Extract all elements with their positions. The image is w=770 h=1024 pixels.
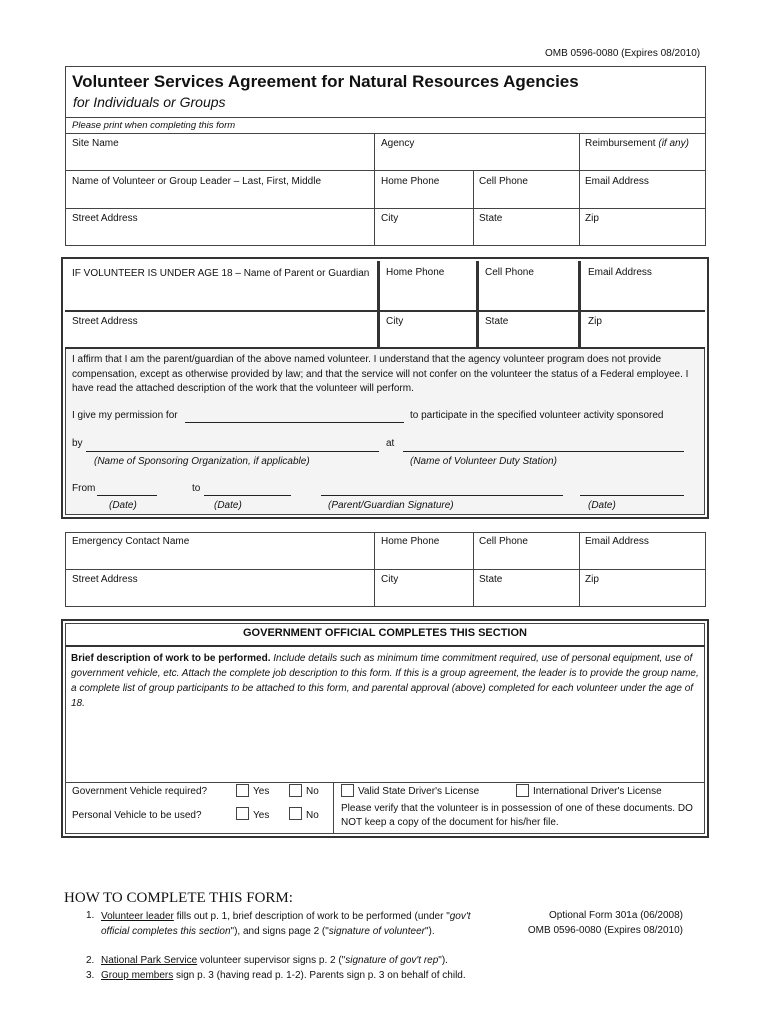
- at-label: at: [386, 438, 395, 449]
- from-label: From: [72, 483, 96, 494]
- emergency-email-field[interactable]: Email Address: [585, 536, 649, 547]
- group-members-link: Group members: [101, 970, 174, 981]
- signature-caption: (Parent/Guardian Signature): [328, 500, 454, 511]
- howto-item1: Volunteer leader fills out p. 1, brief description of work to be performed (under "gov't official completes this section"), and signs page 2 ("signature of volunteer").: [101, 911, 471, 937]
- parent-state-field[interactable]: State: [485, 316, 509, 327]
- city-field[interactable]: City: [381, 213, 399, 224]
- from-date-caption: (Date): [109, 500, 137, 511]
- emergency-home-phone-field[interactable]: Home Phone: [381, 536, 440, 547]
- work-description-field[interactable]: [71, 651, 699, 711]
- parent-street-field[interactable]: Street Address: [72, 316, 138, 327]
- personal-vehicle-yes-checkbox[interactable]: [236, 807, 249, 820]
- omb-header: OMB 0596-0080 (Expires 08/2010): [545, 48, 701, 59]
- signature-date-line[interactable]: [580, 495, 684, 496]
- sponsor-line[interactable]: [86, 451, 379, 452]
- parent-zip-field[interactable]: Zip: [588, 316, 602, 327]
- cell-phone-field[interactable]: Cell Phone: [479, 176, 528, 187]
- brief-text: Include details such as minimum time commitment required, use of personal equipment, use of government vehicle, etc. Attach the complete job description to this form. If this is a group agreement, the leader is to provide the group name, a complete list of group participants to be attached to this form, and parental approval (above) completed for each volunteer under the age of 18.: [71, 653, 699, 709]
- gov-vehicle-label: Government Vehicle required?: [72, 786, 208, 797]
- signature-line[interactable]: [321, 495, 563, 496]
- parent-city-field[interactable]: City: [386, 316, 404, 327]
- street-address-field[interactable]: Street Address: [72, 213, 138, 224]
- by-label: by: [72, 438, 83, 449]
- howto-item2-num: 2.: [86, 955, 95, 966]
- permission-name-line[interactable]: [185, 422, 404, 423]
- gov-vehicle-no-label: No: [306, 786, 319, 797]
- reimbursement-note: (if any): [658, 138, 689, 149]
- valid-license-checkbox[interactable]: [341, 784, 354, 797]
- agency-field[interactable]: Agency: [381, 138, 415, 149]
- footer-omb-label: OMB 0596-0080 (Expires 08/2010): [527, 925, 683, 936]
- form-title: Volunteer Services Agreement for Natural Resources Agencies: [72, 72, 579, 91]
- parent-email-field[interactable]: Email Address: [588, 267, 652, 278]
- valid-license-label: Valid State Driver's License: [358, 786, 480, 797]
- brief-bold: Brief description of work to be performed.: [71, 653, 271, 664]
- from-date-line[interactable]: [97, 495, 157, 496]
- gov-vehicle-no-checkbox[interactable]: [289, 784, 302, 797]
- howto-item1-num: 1.: [86, 910, 95, 921]
- station-caption: (Name of Volunteer Duty Station): [410, 456, 557, 467]
- sponsor-caption: (Name of Sponsoring Organization, if applicable): [94, 456, 310, 467]
- email-field[interactable]: Email Address: [585, 176, 649, 187]
- gov-section-header: GOVERNMENT OFFICIAL COMPLETES THIS SECTION: [243, 627, 527, 639]
- personal-vehicle-label: Personal Vehicle to be used?: [72, 810, 202, 821]
- emergency-cell-phone-field[interactable]: Cell Phone: [479, 536, 528, 547]
- volunteer-name-field[interactable]: Name of Volunteer or Group Leader – Last, First, Middle: [72, 176, 322, 187]
- intl-license-checkbox[interactable]: [516, 784, 529, 797]
- personal-vehicle-no-checkbox[interactable]: [289, 807, 302, 820]
- personal-vehicle-yes-label: Yes: [253, 810, 270, 821]
- signature-date-caption: (Date): [588, 500, 616, 511]
- intl-license-label: International Driver's License: [533, 786, 662, 797]
- affirmation-text: I affirm that I am the parent/guardian of the above named volunteer. I understand that the agency volunteer program does not provide compensation, except as otherwise provided by law; and that the service will not confer on the volunteer the status of a Federal employee. I have read the attached description of the work that the volunteer will perform.: [72, 354, 689, 394]
- parent-cell-phone-field[interactable]: Cell Phone: [485, 267, 534, 278]
- site-name-field[interactable]: Site Name: [72, 138, 119, 149]
- personal-vehicle-no-label: No: [306, 810, 319, 821]
- to-date-line[interactable]: [204, 495, 291, 496]
- participate-label: to participate in the specified volunteer activity sponsored: [410, 410, 664, 421]
- permission-label: I give my permission for: [72, 410, 178, 421]
- volunteer-leader-link: Volunteer leader: [101, 911, 174, 922]
- verify-text: Please verify that the volunteer is in possession of one of these documents. DO NOT keep a copy of the document for his/her file.: [341, 803, 693, 828]
- duty-station-line[interactable]: [403, 451, 684, 452]
- reimbursement-field[interactable]: [585, 138, 689, 149]
- howto-item3: Group members sign p. 3 (having read p. 1-2). Parents sign p. 3 on behalf of child.: [101, 970, 466, 981]
- emergency-name-field[interactable]: Emergency Contact Name: [72, 536, 190, 547]
- howto-item2: National Park Service volunteer supervisor signs p. 2 ("signature of gov't rep").: [101, 955, 448, 966]
- to-label: to: [192, 483, 201, 494]
- form-subtitle: for Individuals or Groups: [73, 94, 226, 110]
- howto-heading: HOW TO COMPLETE THIS FORM:: [64, 890, 293, 906]
- zip-field[interactable]: Zip: [585, 213, 599, 224]
- gov-vehicle-yes-label: Yes: [253, 786, 270, 797]
- gov-vehicle-yes-checkbox[interactable]: [236, 784, 249, 797]
- emergency-street-field[interactable]: Street Address: [72, 574, 138, 585]
- to-date-caption: (Date): [214, 500, 242, 511]
- emergency-city-field[interactable]: City: [381, 574, 399, 585]
- home-phone-field[interactable]: Home Phone: [381, 176, 440, 187]
- print-note: Please print when completing this form: [72, 120, 236, 131]
- optional-form-label: Optional Form 301a (06/2008): [549, 910, 683, 921]
- parent-name-field[interactable]: IF VOLUNTEER IS UNDER AGE 18 – Name of Parent or Guardian: [72, 268, 370, 279]
- parent-home-phone-field[interactable]: Home Phone: [386, 267, 445, 278]
- emergency-zip-field[interactable]: Zip: [585, 574, 599, 585]
- state-field[interactable]: State: [479, 213, 503, 224]
- emergency-state-field[interactable]: State: [479, 574, 503, 585]
- howto-item3-num: 3.: [86, 970, 95, 981]
- nps-link: National Park Service: [101, 955, 198, 966]
- reimbursement-label: Reimbursement: [585, 138, 656, 149]
